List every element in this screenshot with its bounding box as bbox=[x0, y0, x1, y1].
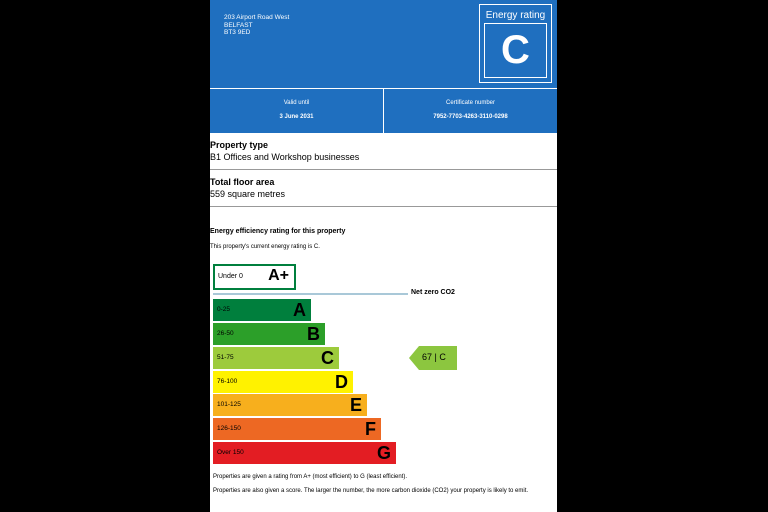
rating-band-b bbox=[213, 323, 325, 345]
rating-band-a-plus bbox=[213, 264, 296, 290]
divider bbox=[210, 169, 557, 170]
band-range: 76-100 bbox=[217, 378, 238, 385]
energy-rating-letter: C bbox=[484, 23, 547, 78]
efficiency-title: Energy efficiency rating for this property bbox=[210, 228, 346, 235]
band-letter: D bbox=[335, 372, 348, 392]
rating-band-g bbox=[213, 442, 396, 464]
property-type-label: Property type bbox=[210, 140, 269, 150]
energy-rating-box bbox=[479, 4, 552, 83]
band-letter: E bbox=[349, 395, 362, 415]
certificate-header bbox=[210, 0, 557, 88]
rating-band-d bbox=[213, 371, 353, 393]
band-range: 101-125 bbox=[217, 401, 241, 408]
rating-band-c bbox=[213, 347, 339, 369]
band-range: 0-25 bbox=[217, 306, 231, 313]
valid-until-label: Valid until bbox=[283, 100, 310, 106]
certificate-number bbox=[384, 89, 557, 133]
floor-area-label: Total floor area bbox=[210, 177, 275, 187]
valid-until bbox=[210, 89, 383, 133]
rating-band-a bbox=[213, 299, 311, 321]
rating-band-e bbox=[213, 394, 367, 416]
net-zero-label: Net zero CO2 bbox=[411, 289, 455, 296]
certificate-number-value: 7952-7703-4263-3110-0298 bbox=[433, 114, 508, 120]
floor-area-value: 559 square metres bbox=[210, 189, 286, 199]
band-letter: F bbox=[365, 419, 376, 439]
band-letter: C bbox=[321, 348, 334, 368]
band-letter: B bbox=[307, 324, 320, 344]
address-line-3: BT3 9ED bbox=[224, 29, 251, 36]
divider bbox=[210, 206, 557, 207]
band-range: Under 0 bbox=[218, 273, 243, 280]
address-line-1: 203 Airport Road West bbox=[224, 14, 290, 21]
net-zero-line bbox=[213, 293, 408, 295]
valid-until-value: 3 June 2031 bbox=[279, 114, 314, 120]
certificate-number-label: Certificate number bbox=[445, 100, 496, 106]
footnote-rating-scale: Properties are given a rating from A+ (most efficient) to G (least efficient). bbox=[213, 474, 408, 480]
band-range: 51-75 bbox=[217, 354, 234, 361]
footnote-score: Properties are also given a score. The larger the number, the more carbon dioxide (CO2) your property is likely to emit. bbox=[213, 488, 529, 494]
band-range: 126-150 bbox=[217, 425, 241, 432]
rating-band-f bbox=[213, 418, 381, 440]
energy-certificate bbox=[210, 0, 557, 512]
band-letter: G bbox=[376, 443, 391, 463]
address-line-2: BELFAST bbox=[224, 21, 253, 29]
current-rating-value: 67 | C bbox=[422, 352, 446, 362]
energy-rating-title: Energy rating bbox=[485, 10, 546, 21]
band-range: 26-50 bbox=[217, 330, 234, 337]
band-letter: A bbox=[293, 300, 306, 320]
efficiency-current-text: This property's current energy rating is C. bbox=[210, 244, 320, 250]
certificate-info-bar bbox=[210, 89, 557, 133]
property-type-value: B1 Offices and Workshop businesses bbox=[210, 152, 360, 162]
current-rating-arrow bbox=[409, 346, 457, 370]
property-address bbox=[224, 14, 289, 37]
band-range: Over 150 bbox=[217, 449, 244, 456]
band-letter: A+ bbox=[268, 267, 289, 284]
